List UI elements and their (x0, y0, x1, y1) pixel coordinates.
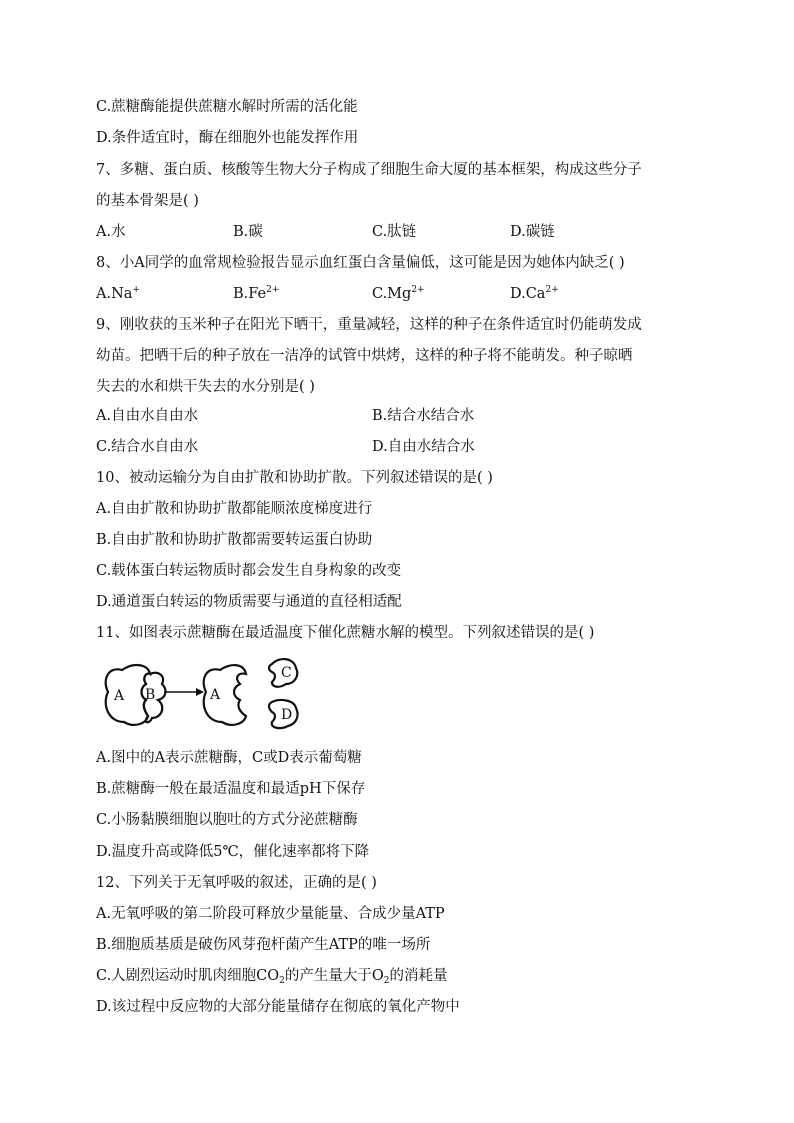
q8-option-b: $B.Fe^{2+}$ (233, 285, 280, 302)
q10-option-d: D.通道蛋白转运的物质需要与通道的直径相适配 (96, 594, 402, 610)
arrow-head (196, 688, 204, 696)
q7-stem-line2: 的基本骨架是( ) (96, 193, 199, 209)
q11-option-b: B.蔗糖酶一般在最适温度和最适pH下保存 (96, 781, 366, 797)
enzyme-a-shape (106, 665, 150, 725)
q9-options-row1 (96, 406, 716, 426)
q11-option-d: D.温度升高或降低5℃，催化速率都将下降 (96, 844, 370, 860)
q11-option-c: C.小肠黏膜细胞以胞吐的方式分泌蔗糖酶 (96, 812, 358, 828)
q12-option-d: D.该过程中反应物的大部分能量储存在彻底的氧化产物中 (96, 999, 460, 1015)
q6-option-c: C.蔗糖酶能提供蔗糖水解时所需的活化能 (96, 99, 358, 115)
q7-option-b: B.碳 (233, 224, 263, 240)
q7-option-a: A.水 (96, 224, 126, 240)
enzyme-model-figure (100, 652, 310, 742)
q7-options (96, 222, 716, 242)
q12-stem: 12、下列关于无氧呼吸的叙述，正确的是( ) (96, 875, 377, 891)
q8-options (96, 284, 716, 304)
label-d: D (281, 707, 293, 723)
q11-option-a: A.图中的A表示蔗糖酶，C或D表示葡萄糖 (96, 750, 362, 766)
q10-stem: 10、被动运输分为自由扩散和协助扩散。下列叙述错误的是( ) (96, 470, 493, 486)
q9-option-c: C.结合水自由水 (96, 439, 199, 455)
q10-option-b: B.自由扩散和协助扩散都需要转运蛋白协助 (96, 532, 373, 548)
q9-stem-line2: 幼苗。把晒干后的种子放在一洁净的试管中烘烤，这样的种子将不能萌发。种子晾晒 (96, 348, 633, 364)
q10-option-a: A.自由扩散和协助扩散都能顺浓度梯度进行 (96, 501, 373, 517)
q8-stem: 8、小A同学的血常规检验报告显示血红蛋白含量偏低，这可能是因为她体内缺乏( ) (96, 255, 625, 271)
q7-option-d: D.碳链 (510, 224, 555, 240)
q8-option-a: A.Na+ (96, 285, 140, 302)
q8-option-c: $C.Mg^{2+}$ (372, 285, 425, 302)
q9-stem-line3: 失去的水和烘干失去的水分别是( ) (96, 379, 315, 395)
label-a-left: A (114, 688, 125, 704)
q9-options-row2 (96, 437, 716, 457)
q9-stem-line1: 9、刚收获的玉米种子在阳光下晒干，重量减轻，这样的种子在条件适宜时仍能萌发成 (96, 317, 642, 333)
q8-option-d: $D.Ca^{2+}$ (510, 285, 559, 302)
q9-option-b: B.结合水结合水 (372, 408, 475, 424)
q12-option-c: C.人剧烈运动时肌肉细胞$CO_2$的产生量大于$O_2$的消耗量 (96, 968, 448, 986)
label-b: B (145, 687, 156, 703)
q11-stem: 11、如图表示蔗糖酶在最适温度下催化蔗糖水解的模型。下列叙述错误的是( ) (96, 625, 595, 641)
q6-option-d: D.条件适宜时，酶在细胞外也能发挥作用 (96, 130, 359, 146)
q10-option-c: C.载体蛋白转运物质时都会发生自身构象的改变 (96, 563, 402, 579)
q12-option-b: B.细胞质基质是破伤风芽孢杆菌产生ATP的唯一场所 (96, 937, 431, 953)
label-a-right: A (210, 687, 221, 703)
q9-option-a: A.自由水自由水 (96, 408, 199, 424)
q12-option-a: A.无氧呼吸的第二阶段可释放少量能量、合成少量ATP (96, 906, 445, 922)
q9-option-d: D.自由水结合水 (372, 439, 475, 455)
q7-stem-line1: 7、多糖、蛋白质、核酸等生物大分子构成了细胞生命大厦的基本框架，构成这些分子 (96, 162, 642, 178)
label-c: C (281, 665, 292, 681)
q7-option-c: C.肽链 (372, 224, 417, 240)
